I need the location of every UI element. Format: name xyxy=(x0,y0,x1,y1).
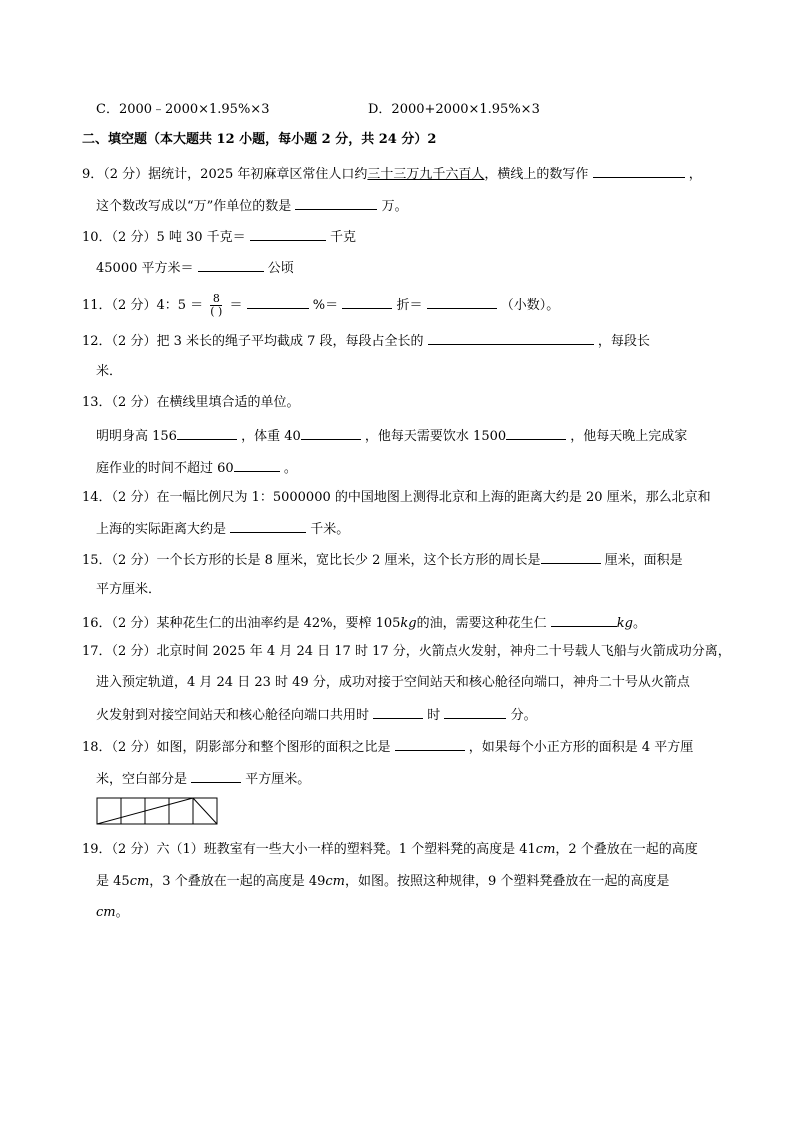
q9-text-e: 万。 xyxy=(381,199,408,214)
q13-blank-4[interactable] xyxy=(234,457,280,472)
q18-text-d: 平方厘米。 xyxy=(245,772,311,787)
figure-outline xyxy=(97,798,217,824)
q13-text-f: 庭作业的时间不超过 60 xyxy=(96,461,234,476)
q11-text-c: %＝ xyxy=(312,298,339,313)
q16-text-a: 16．（2 分）某种花生仁的出油率约是 42%，要榨 105 xyxy=(82,616,401,631)
q13-text-e: ，他每天晚上完成家 xyxy=(570,429,688,444)
q13-text-b: 明明身高 156 xyxy=(96,429,177,444)
q19-unit-cm-3: cm xyxy=(325,874,345,889)
q9-text-c: ， xyxy=(688,167,702,182)
q17-blank-1[interactable] xyxy=(373,704,423,719)
option-c: C．2000﹣2000×1.95%×3 xyxy=(96,102,270,117)
question-9-line-2 xyxy=(96,195,408,215)
q13-text-c: ，体重 40 xyxy=(241,429,301,444)
question-14-line-2 xyxy=(96,518,349,538)
q18-text-a: 18．（2 分）如图，阴影部分和整个图形的面积之比是 xyxy=(82,740,391,755)
q19-unit-cm-2: cm xyxy=(129,874,150,889)
q17-text-c: 火发射到对接空间站天和核心舱径向端口共用时 xyxy=(96,708,370,723)
question-12-line-2 xyxy=(96,362,122,382)
question-15-line-1 xyxy=(82,549,683,569)
q10-text-d: 公顷 xyxy=(267,261,294,276)
q11-text-d: 折＝ xyxy=(396,298,423,313)
q19-text-f: 。 xyxy=(115,905,129,920)
q11-fraction-numerator: 8 xyxy=(210,293,222,306)
q13-blank-1[interactable] xyxy=(177,425,237,440)
q13-blank-2[interactable] xyxy=(301,425,361,440)
q11-fraction-denominator: ( ) xyxy=(210,305,223,318)
q16-text-b: 的油，需要这种花生仁 xyxy=(416,616,547,631)
q17-text-d: 时 xyxy=(427,708,441,723)
q9-text-d: 这个数改写成以“万”作单位的数是 xyxy=(96,199,292,214)
question-18-line-2 xyxy=(96,768,310,788)
question-12-line-1 xyxy=(82,330,650,350)
question-14-line-1: 14．（2 分）在一幅比例尺为 1：5000000 的中国地图上测得北京和上海的距离大约是 20 厘米，那么北京和 xyxy=(82,490,711,505)
q11-blank-2[interactable] xyxy=(342,294,392,309)
question-13-line-2 xyxy=(96,425,687,445)
question-10-line-1 xyxy=(82,226,356,246)
q9-text-b: ，横线上的数写作 xyxy=(484,167,589,182)
q11-fraction xyxy=(210,293,222,318)
q10-text-a: 10．（2 分）5 吨 30 千克＝ xyxy=(82,230,246,245)
question-10-line-2 xyxy=(96,257,294,277)
q10-blank-1[interactable] xyxy=(250,226,326,241)
q17-blank-2[interactable] xyxy=(444,704,506,719)
q19-unit-cm-1: cm xyxy=(535,842,556,857)
q15-text-b: 厘米，面积是 xyxy=(604,553,683,568)
q13-text-g: 。 xyxy=(283,461,297,476)
q14-text-c: 千米。 xyxy=(310,522,350,537)
question-17-line-3 xyxy=(96,704,537,724)
q16-text-c: 。 xyxy=(632,616,646,631)
question-13-line-1: 13．（2 分）在横线里填合适的单位。 xyxy=(82,395,300,410)
q16-unit-kg-2: kg xyxy=(616,616,633,631)
question-17-line-1: 17．（2 分）北京时间 2025 年 4 月 24 日 17 时 17 分，火箭点火发射，神舟二十号载人飞船与火箭成功分离， xyxy=(82,644,731,659)
q13-text-d: ，他每天需要饮水 1500 xyxy=(364,429,507,444)
question-19-line-2 xyxy=(96,872,669,892)
q12-text-c: 米． xyxy=(96,364,123,379)
q11-blank-3[interactable] xyxy=(427,294,497,309)
q9-blank-1[interactable] xyxy=(593,163,685,178)
q19-unit-cm-4: cm xyxy=(96,905,116,920)
q10-blank-2[interactable] xyxy=(198,257,264,272)
q11-text-e: （小数）。 xyxy=(500,298,560,313)
question-11 xyxy=(82,293,559,319)
q19-text-c: 是 45 xyxy=(96,874,130,889)
question-13-line-3 xyxy=(96,457,297,477)
q19-text-b: ，2 个叠放在一起的高度 xyxy=(555,842,698,857)
q14-text-b: 上海的实际距离大约是 xyxy=(96,522,227,537)
q11-blank-1[interactable] xyxy=(247,294,309,309)
q12-blank-1[interactable] xyxy=(428,330,594,345)
q16-blank-1[interactable] xyxy=(551,612,617,627)
q16-unit-kg-1: kg xyxy=(400,616,417,631)
question-19-line-3 xyxy=(96,903,129,923)
q18-blank-2[interactable] xyxy=(191,768,241,783)
q19-text-d: ，3 个叠放在一起的高度是 49 xyxy=(149,874,326,889)
q18-blank-1[interactable] xyxy=(395,736,465,751)
question-15-line-2 xyxy=(96,580,161,600)
q11-text-a: 11．（2 分）4：5 ＝ xyxy=(82,298,204,313)
q15-text-c: 平方厘米． xyxy=(96,582,162,597)
option-d: D．2000+2000×1.95%×3 xyxy=(368,102,540,117)
q15-blank-1[interactable] xyxy=(541,549,601,564)
q17-text-e: 分。 xyxy=(510,708,537,723)
q9-text-a: 9．（2 分）据统计，2025 年初麻章区常住人口约 xyxy=(82,167,368,182)
q12-text-a: 12．（2 分）把 3 米长的绳子平均截成 7 段，每段占全长的 xyxy=(82,334,424,349)
q11-text-b: ＝ xyxy=(229,298,243,313)
q13-blank-3[interactable] xyxy=(506,425,566,440)
question-19-line-1 xyxy=(82,840,698,860)
q14-blank-1[interactable] xyxy=(230,518,306,533)
q19-text-e: ，如图。按照这种规律，9 个塑料凳叠放在一起的高度是 xyxy=(344,874,670,889)
q10-text-b: 千克 xyxy=(329,230,356,245)
q18-text-c: 米，空白部分是 xyxy=(96,772,188,787)
figure-diagonal-2 xyxy=(193,798,217,824)
q9-blank-2[interactable] xyxy=(295,195,377,210)
question-17-line-2: 进入预定轨道，4 月 24 日 23 时 49 分，成功对接于空间站天和核心舱径向端口，神舟二十号从火箭点 xyxy=(96,675,690,690)
q9-underlined-number: 三十三万九千六百人 xyxy=(367,167,485,182)
q18-text-b: ，如果每个小正方形的面积是 4 平方厘 xyxy=(468,740,694,755)
question-16 xyxy=(82,612,646,632)
q15-text-a: 15．（2 分）一个长方形的长是 8 厘米，宽比长少 2 厘米，这个长方形的周长是 xyxy=(82,553,541,568)
q10-text-c: 45000 平方米＝ xyxy=(96,261,194,276)
section-title: 二、填空题（本大题共 12 小题，每小题 2 分，共 24 分）2 xyxy=(82,132,437,147)
q19-text-a: 19．（2 分）六（1）班教室有一些大小一样的塑料凳。1 个塑料凳的高度是 41 xyxy=(82,842,536,857)
question-9-line-1 xyxy=(82,163,702,183)
q18-figure xyxy=(96,797,220,827)
question-18-line-1 xyxy=(82,736,693,756)
q12-text-b: ，每段长 xyxy=(597,334,650,349)
